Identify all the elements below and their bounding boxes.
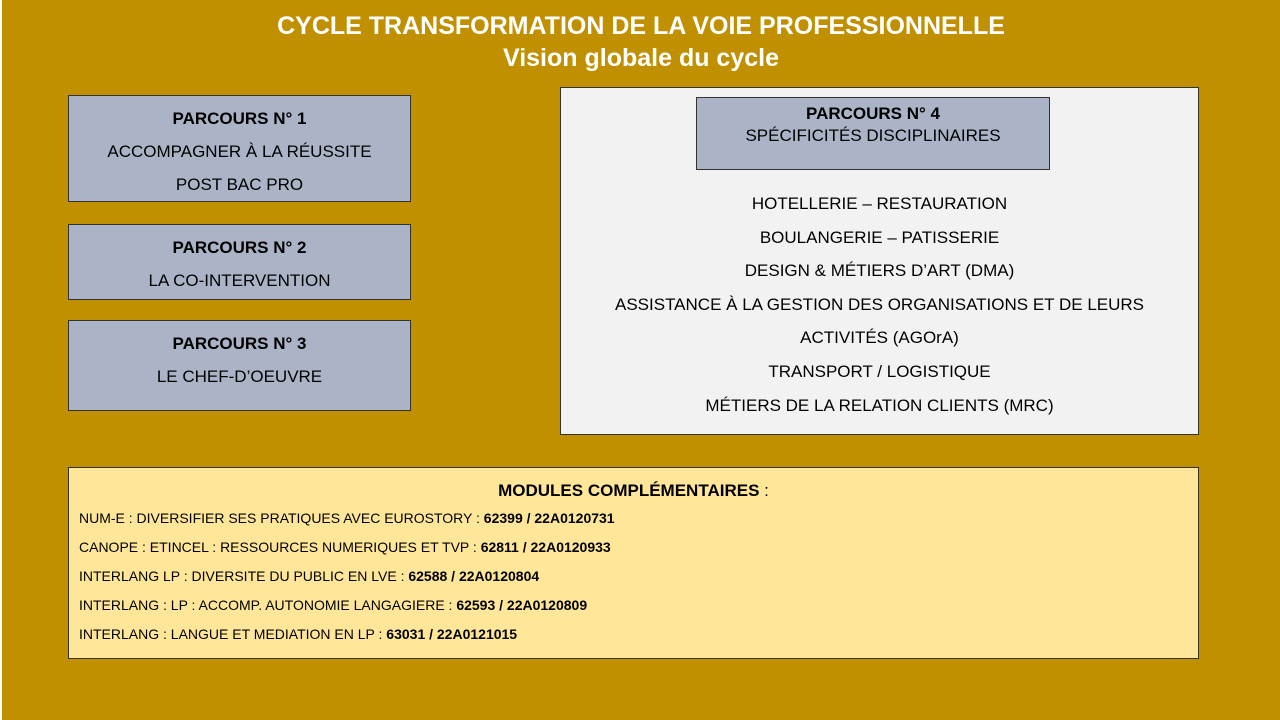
module-item: [69, 504, 1198, 533]
parcours-4-item: HOTELLERIE – RESTAURATION: [751, 194, 1008, 213]
title-line-1: CYCLE TRANSFORMATION DE LA VOIE PROFESSIONNELLE: [277, 12, 1005, 40]
parcours-2-box: [68, 224, 411, 300]
parcours-2-line-1: LA CO-INTERVENTION: [148, 271, 331, 290]
module-item-code: 62588 / 22A0120804: [408, 568, 540, 584]
parcours-1-line-2: POST BAC PRO: [175, 175, 304, 194]
parcours-1-heading: PARCOURS N° 1: [172, 109, 307, 128]
module-item-text: CANOPE : ETINCEL : RESSOURCES NUMERIQUES ET TVP :: [79, 539, 481, 555]
module-item-code: 62593 / 22A0120809: [456, 597, 588, 613]
module-item-text: NUM-E : DIVERSIFIER SES PRATIQUES AVEC EUROSTORY :: [79, 510, 484, 526]
module-item-text: INTERLANG LP : DIVERSITE DU PUBLIC EN LVE :: [79, 568, 409, 584]
parcours-2-heading: PARCOURS N° 2: [172, 238, 307, 257]
modules-title: [69, 480, 1198, 502]
module-item-code: 62399 / 22A0120731: [483, 510, 615, 526]
module-item-text: INTERLANG : LP : ACCOMP. AUTONOMIE LANGAGIERE :: [79, 597, 457, 613]
parcours-1-line-1: ACCOMPAGNER À LA RÉUSSITE: [107, 142, 372, 161]
parcours-4-header: [696, 97, 1050, 170]
parcours-3-heading: PARCOURS N° 3: [172, 334, 307, 353]
slide-title: [2, 10, 1280, 74]
slide: [2, 0, 1280, 720]
module-item: [69, 533, 1198, 562]
parcours-4-item: BOULANGERIE – PATISSERIE: [759, 227, 1000, 247]
modules-box: [68, 467, 1199, 659]
parcours-3-line-1: LE CHEF-D’OEUVRE: [156, 367, 323, 386]
parcours-4-box: [560, 87, 1199, 435]
parcours-4-item: ASSISTANCE À LA GESTION DES ORGANISATIONS ET DE LEURS: [614, 294, 1145, 314]
module-item: [69, 562, 1198, 591]
parcours-4-item: DESIGN & MÉTIERS D’ART (DMA): [744, 261, 1015, 281]
module-item-code: 63031 / 22A0121015: [386, 626, 518, 642]
modules-title-text: MODULES COMPLÉMENTAIRES: [498, 481, 760, 500]
parcours-4-item: ACTIVITÉS (AGOrA): [800, 328, 959, 348]
modules-list: [69, 504, 1198, 649]
parcours-4-item: TRANSPORT / LOGISTIQUE: [768, 361, 991, 381]
parcours-4-item: MÉTIERS DE LA RELATION CLIENTS (MRC): [705, 395, 1054, 415]
module-item: [69, 620, 1198, 649]
parcours-1-box: [68, 95, 411, 202]
module-item-text: INTERLANG : LANGUE ET MEDIATION EN LP :: [79, 626, 387, 642]
modules-title-suffix: :: [759, 481, 769, 500]
module-item: [69, 591, 1198, 620]
parcours-4-subheading: SPÉCIFICITÉS DISCIPLINAIRES: [745, 126, 1001, 145]
parcours-4-heading: PARCOURS N° 4: [806, 104, 940, 123]
parcours-3-box: [68, 320, 411, 411]
title-line-2: Vision globale du cycle: [502, 44, 779, 72]
parcours-4-list: [561, 187, 1198, 422]
module-item-code: 62811 / 22A0120933: [480, 539, 611, 555]
